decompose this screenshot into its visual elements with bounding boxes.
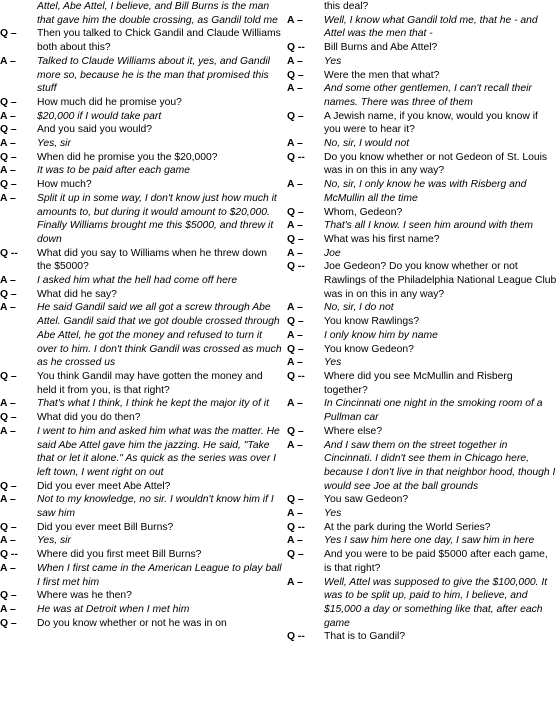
- answer-text: Yes: [324, 357, 342, 369]
- question-text: A Jewish name, if you know, would you know if you were to hear it?: [324, 110, 538, 136]
- answer-text: It was to be paid after each game: [37, 165, 190, 177]
- transcript-answer: [287, 576, 557, 631]
- transcript-question: [287, 548, 557, 575]
- speaker-label: A –: [0, 603, 16, 615]
- answer-text: In Cincinnati one night in the smoking room of a Pullman car: [324, 398, 543, 424]
- transcript-question: [287, 493, 557, 507]
- transcript-question: [287, 260, 557, 301]
- speaker-label: Q –: [0, 521, 17, 533]
- speaker-label: A –: [0, 275, 16, 287]
- transcript-answer: [287, 534, 557, 548]
- answer-text: No, sir, I do not: [324, 302, 394, 314]
- transcript-question: [287, 521, 557, 535]
- question-text: Where was he then?: [37, 590, 132, 602]
- transcript-answer: [287, 219, 557, 233]
- speaker-label: A –: [287, 357, 303, 369]
- speaker-label: A –: [287, 55, 303, 67]
- speaker-label: Q –: [0, 124, 17, 136]
- transcript-answer: [287, 397, 557, 424]
- question-text: What did you say to Williams when he threw down the $5000?: [37, 247, 267, 273]
- speaker-label: A –: [0, 302, 16, 314]
- answer-text: I went to him and asked him what was the matter. He said Abe Attel gave him the jazzing. He said, "Take that or let it alone." As quick as the series was over I left town, I went right on out: [37, 425, 280, 478]
- speaker-label: Q –: [0, 617, 17, 629]
- transcript-answer: [287, 301, 557, 315]
- left-column: [0, 0, 282, 630]
- speaker-label: A –: [287, 14, 303, 26]
- transcript-question: [0, 151, 282, 165]
- speaker-label: Q --: [287, 261, 305, 273]
- question-text: Bill Burns and Abe Attel?: [324, 42, 438, 54]
- question-text: When did he promise you the $20,000?: [37, 151, 218, 163]
- answer-text: That's what I think, I think he kept the major ity of it: [37, 398, 269, 410]
- transcript-question: [287, 206, 557, 220]
- answer-text: Yes, sir: [37, 138, 71, 150]
- speaker-label: A –: [0, 562, 16, 574]
- speaker-label: Q –: [0, 179, 17, 191]
- speaker-label: Q –: [287, 494, 304, 506]
- transcript-question: [0, 548, 282, 562]
- speaker-label: A –: [0, 138, 16, 150]
- question-text: Where did you see McMullin and Risberg together?: [324, 370, 513, 396]
- transcript-answer: [0, 192, 282, 247]
- question-text: What did you do then?: [37, 412, 141, 424]
- speaker-label: Q –: [0, 480, 17, 492]
- question-text: Whom, Gedeon?: [324, 206, 403, 218]
- question-text: How much?: [37, 179, 92, 191]
- transcript-answer: [0, 603, 282, 617]
- question-text: this deal?: [324, 1, 369, 12]
- transcript-question: [287, 630, 557, 644]
- transcript-answer: [0, 425, 282, 480]
- answer-text: Joe: [324, 247, 341, 259]
- transcript-question: [0, 370, 282, 397]
- speaker-label: Q –: [0, 288, 17, 300]
- speaker-label: A –: [0, 165, 16, 177]
- speaker-label: Q –: [0, 151, 17, 163]
- speaker-label: Q –: [0, 370, 17, 382]
- transcript-question: [0, 480, 282, 494]
- speaker-label: A –: [287, 83, 303, 95]
- transcript-answer: [0, 274, 282, 288]
- speaker-label: Q --: [287, 42, 305, 54]
- transcript-answer: [287, 329, 557, 343]
- transcript-answer: [287, 14, 557, 41]
- transcript-answer: [287, 137, 557, 151]
- transcript-question: [287, 151, 557, 178]
- question-text: Then you talked to Chick Gandil and Claude Williams both about this?: [37, 28, 281, 54]
- transcript-answer: [287, 178, 557, 205]
- transcript-answer: [0, 493, 282, 520]
- answer-text: No, sir, I would not: [324, 138, 410, 150]
- question-text: Do you know whether or not Gedeon of St. Louis was in on this in any way?: [324, 151, 548, 177]
- transcript-question: [287, 343, 557, 357]
- right-column: [287, 0, 557, 644]
- speaker-label: A –: [287, 576, 303, 588]
- speaker-label: A –: [287, 302, 303, 314]
- answer-text: Yes, sir: [37, 535, 71, 547]
- transcript-question: [287, 370, 557, 397]
- speaker-label: A –: [287, 535, 303, 547]
- answer-text: I only know him by name: [324, 329, 438, 341]
- speaker-label: Q --: [287, 370, 305, 382]
- speaker-label: Q --: [287, 151, 305, 163]
- speaker-label: A –: [0, 535, 16, 547]
- transcript-answer: [0, 562, 282, 589]
- question-text: Were the men that what?: [324, 69, 440, 81]
- speaker-label: Q –: [0, 590, 17, 602]
- transcript-answer: [287, 82, 557, 109]
- answer-text: Well, I know what Gandil told me, that he - and Attel was the men that -: [324, 14, 538, 40]
- speaker-label: Q –: [0, 96, 17, 108]
- speaker-label: Q –: [287, 316, 304, 328]
- speaker-label: A –: [287, 439, 303, 451]
- transcript-answer: [287, 247, 557, 261]
- question-text: What was his first name?: [324, 233, 440, 245]
- answer-text: And some other gentlemen, I can't recall their names. There was three of them: [324, 83, 532, 108]
- answer-text: Not to my knowledge, no sir. I wouldn't know him if I saw him: [37, 494, 274, 520]
- answer-text: And I saw them on the street together in Cincinnati. I didn't see them in Chicago here, because I don't live in that neighbor hood, though I would see Joe at the ball grounds: [324, 439, 556, 492]
- speaker-label: A –: [0, 425, 16, 437]
- speaker-label: A –: [0, 110, 16, 122]
- question-text: You saw Gedeon?: [324, 494, 409, 506]
- question-text: What did he say?: [37, 288, 117, 300]
- transcript-question: [0, 96, 282, 110]
- speaker-label: A –: [287, 398, 303, 410]
- transcript-question: [0, 178, 282, 192]
- question-text: Did you ever meet Bill Burns?: [37, 521, 174, 533]
- speaker-label: Q –: [0, 412, 17, 424]
- answer-text: That's all I know. I seen him around with them: [324, 220, 533, 232]
- question-text: How much did he promise you?: [37, 96, 182, 108]
- transcript-question: [0, 617, 282, 631]
- transcript-answer: [287, 356, 557, 370]
- transcript-question: [0, 521, 282, 535]
- question-text: And you said you would?: [37, 124, 153, 136]
- speaker-label: Q --: [287, 521, 305, 533]
- transcript-question: [287, 0, 557, 14]
- transcript-answer: [287, 439, 557, 494]
- answer-text: He was at Detroit when I met him: [37, 603, 190, 615]
- speaker-label: A –: [0, 398, 16, 410]
- speaker-label: A –: [0, 55, 16, 67]
- transcript-answer: [0, 534, 282, 548]
- transcript-question: [287, 425, 557, 439]
- question-text: Joe Gedeon? Do you know whether or not Rawlings of the Philadelphia National League Club was in on this in any way?: [324, 261, 557, 300]
- speaker-label: Q --: [0, 247, 18, 259]
- speaker-label: A –: [0, 192, 16, 204]
- transcript-answer: [287, 507, 557, 521]
- continuation-text: Attel, Abe Attel, I believe, and Bill Burns is the man that gave him the double crossing, as Gandil told me: [37, 1, 278, 26]
- question-text: Did you ever meet Abe Attel?: [37, 480, 171, 492]
- answer-text: Well, Attel was supposed to give the $100,000. It was to be split up, paid to him, I believe, and $15,000 a day or something like that, after each game: [324, 576, 548, 629]
- speaker-label: Q –: [287, 425, 304, 437]
- question-text: At the park during the World Series?: [324, 521, 491, 533]
- transcript-answer: [287, 55, 557, 69]
- transcript-question: [287, 315, 557, 329]
- question-text: Where did you first meet Bill Burns?: [37, 549, 202, 561]
- transcript-answer: [0, 55, 282, 96]
- transcript-question: [287, 233, 557, 247]
- answer-text: When I first came in the American League to play ball I first met him: [37, 562, 282, 588]
- speaker-label: A –: [287, 138, 303, 150]
- transcript-question: [0, 589, 282, 603]
- answer-text: Yes: [324, 508, 342, 520]
- transcript-answer: [0, 397, 282, 411]
- transcript-question: [0, 411, 282, 425]
- transcript-answer: [0, 164, 282, 178]
- speaker-label: A –: [287, 329, 303, 341]
- answer-text: Yes I saw him here one day, I saw him in here: [324, 535, 535, 547]
- speaker-label: A –: [287, 247, 303, 259]
- transcript-answer: [0, 301, 282, 370]
- transcript-question: [287, 41, 557, 55]
- speaker-label: A –: [287, 220, 303, 232]
- speaker-label: Q –: [287, 110, 304, 122]
- question-text: You think Gandil may have gotten the money and held it from you, is that right?: [37, 370, 263, 396]
- speaker-label: Q –: [0, 28, 17, 40]
- answer-text: I asked him what the hell had come off here: [37, 275, 238, 287]
- answer-text: Talked to Claude Williams about it, yes, and Gandil more so, because he is the man that promised this stuff: [37, 55, 270, 95]
- speaker-label: A –: [287, 508, 303, 520]
- question-text: And you were to be paid $5000 after each game, is that right?: [324, 549, 548, 574]
- speaker-label: Q --: [287, 631, 305, 643]
- speaker-label: Q –: [287, 549, 304, 561]
- speaker-label: Q –: [287, 233, 304, 245]
- transcript-answer: [0, 110, 282, 124]
- question-text: Where else?: [324, 425, 383, 437]
- answer-text: No, sir, I only know he was with Risberg and McMullin all the time: [324, 179, 527, 204]
- transcript-question: [287, 69, 557, 83]
- question-text: You know Rawlings?: [324, 316, 420, 328]
- speaker-label: A –: [0, 494, 16, 506]
- answer-text: Yes: [324, 55, 342, 67]
- question-text: Do you know whether or not he was in on: [37, 617, 227, 629]
- transcript-question: [0, 288, 282, 302]
- question-text: That is to Gandil?: [324, 631, 406, 643]
- transcript-question: [0, 123, 282, 137]
- answer-text: Split it up in some way, I don't know just how much it amounts to, but during it would amount to $20,000. Finally Williams brought me this $5000, and threw it down: [37, 192, 277, 245]
- speaker-label: Q –: [287, 343, 304, 355]
- question-text: You know Gedeon?: [324, 343, 414, 355]
- transcript-question: [0, 27, 282, 54]
- answer-text: $20,000 if I would take part: [37, 110, 162, 122]
- answer-text: He said Gandil said we all got a screw through Abe Attel. Gandil said that we got double crossed through Abe Attel, he got the money and refused to turn it over to him. I don't think Gandil was crossed as much as he crossed us: [37, 302, 282, 369]
- speaker-label: Q –: [287, 69, 304, 81]
- speaker-label: A –: [287, 179, 303, 191]
- speaker-label: Q –: [287, 206, 304, 218]
- transcript-question: [0, 247, 282, 274]
- speaker-label: Q --: [0, 549, 18, 561]
- transcript-answer: [0, 137, 282, 151]
- transcript-continuation: [0, 0, 282, 27]
- transcript-question: [287, 110, 557, 137]
